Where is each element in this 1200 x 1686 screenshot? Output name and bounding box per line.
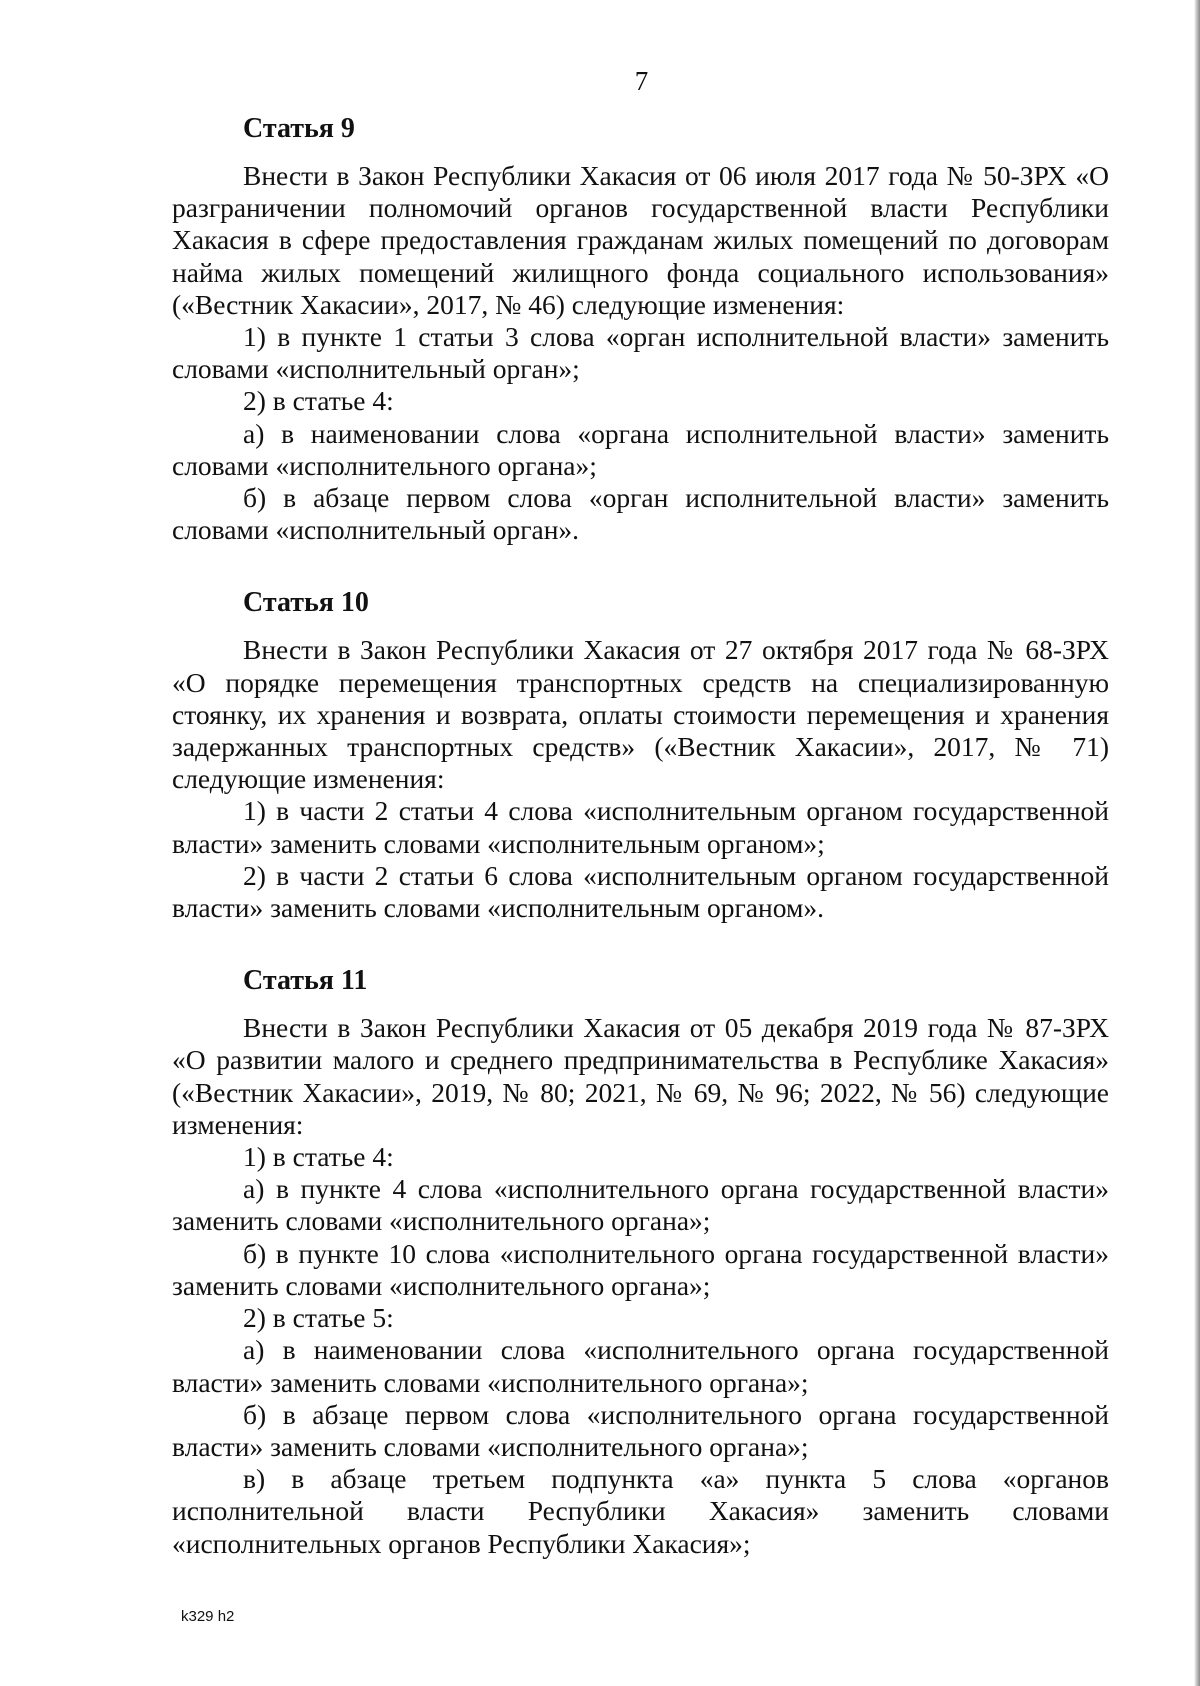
document-body <box>172 112 1109 1600</box>
page-number: 7 <box>634 66 649 96</box>
article-title: Статья 9 <box>243 113 355 144</box>
document-code: k329 h2 <box>181 1608 235 1625</box>
article-paragraph: 2) в статье 4: <box>243 385 394 417</box>
article-paragraph: б) в абзаце первом слова «исполнительного органа государственной власти» заменить словами «исполнительного органа»; <box>172 1398 1109 1462</box>
article-paragraph: б) в абзаце первом слова «орган исполнительной власти» заменить словами «исполнительный орган». <box>172 482 1109 546</box>
article-9 <box>172 112 1109 546</box>
article-11 <box>172 964 1109 1559</box>
article-paragraph: а) в наименовании слова «органа исполнительной власти» заменить словами «исполнительного органа»; <box>172 417 1109 481</box>
article-paragraph: Внести в Закон Республики Хакасия от 06 июля 2017 года № 50-ЗРХ «О разграничении полномочий органов государственной власти Республики Хакасия в сфере предоставления гражданам жилых помещений по договорам найма жилых помещений жилищного фонда социального использования» («Вестник Хакасии», 2017, № 46) следующие изменения: <box>172 160 1109 320</box>
scan-edge <box>1194 0 1200 1686</box>
article-paragraph: 2) в части 2 статьи 6 слова «исполнительным органом государственной власти» заменить словами «исполнительным органом». <box>172 859 1109 924</box>
article-paragraph: а) в наименовании слова «исполнительного органа государственной власти» заменить словами «исполнительного органа»; <box>172 1334 1109 1398</box>
article-paragraph: в) в абзаце третьем подпункта «а» пункта 5 слова «органов исполнительной власти Республики Хакасия» заменить словами «исполнительных органов Республики Хакасия»; <box>172 1463 1109 1559</box>
article-title: Статья 10 <box>243 587 369 619</box>
article-paragraph: Внести в Закон Республики Хакасия от 05 декабря 2019 года № 87-ЗРХ «О развитии малого и среднего предпринимательства в Республике Хакасия» («Вестник Хакасии», 2019, № 80; 2021, № 69, № 96; 2022, № 56) следующие изменения: <box>172 1012 1109 1140</box>
article-title: Статья 11 <box>243 965 368 997</box>
article-paragraph: 1) в статье 4: <box>243 1141 394 1173</box>
article-paragraph: 1) в части 2 статьи 4 слова «исполнительным органом государственной власти» заменить словами «исполнительным органом»; <box>172 795 1109 859</box>
article-paragraph: 2) в статье 5: <box>243 1302 394 1334</box>
article-paragraph: 1) в пункте 1 статьи 3 слова «орган исполнительной власти» заменить словами «исполнительный орган»; <box>172 321 1109 385</box>
article-paragraph: Внести в Закон Республики Хакасия от 27 октября 2017 года № 68-ЗРХ «О порядке перемещения транспортных средств на специализированную стоянку, их хранения и возврата, оплаты стоимости перемещения и хранения задержанных транспортных средств» («Вестник Хакасии», 2017, № 71) следующие изменения: <box>172 634 1109 795</box>
article-10 <box>172 586 1109 924</box>
article-paragraph: б) в пункте 10 слова «исполнительного органа государственной власти» заменить словами «исполнительного органа»; <box>172 1237 1109 1301</box>
article-paragraph: а) в пункте 4 слова «исполнительного органа государственной власти» заменить словами «исполнительного органа»; <box>172 1173 1109 1237</box>
